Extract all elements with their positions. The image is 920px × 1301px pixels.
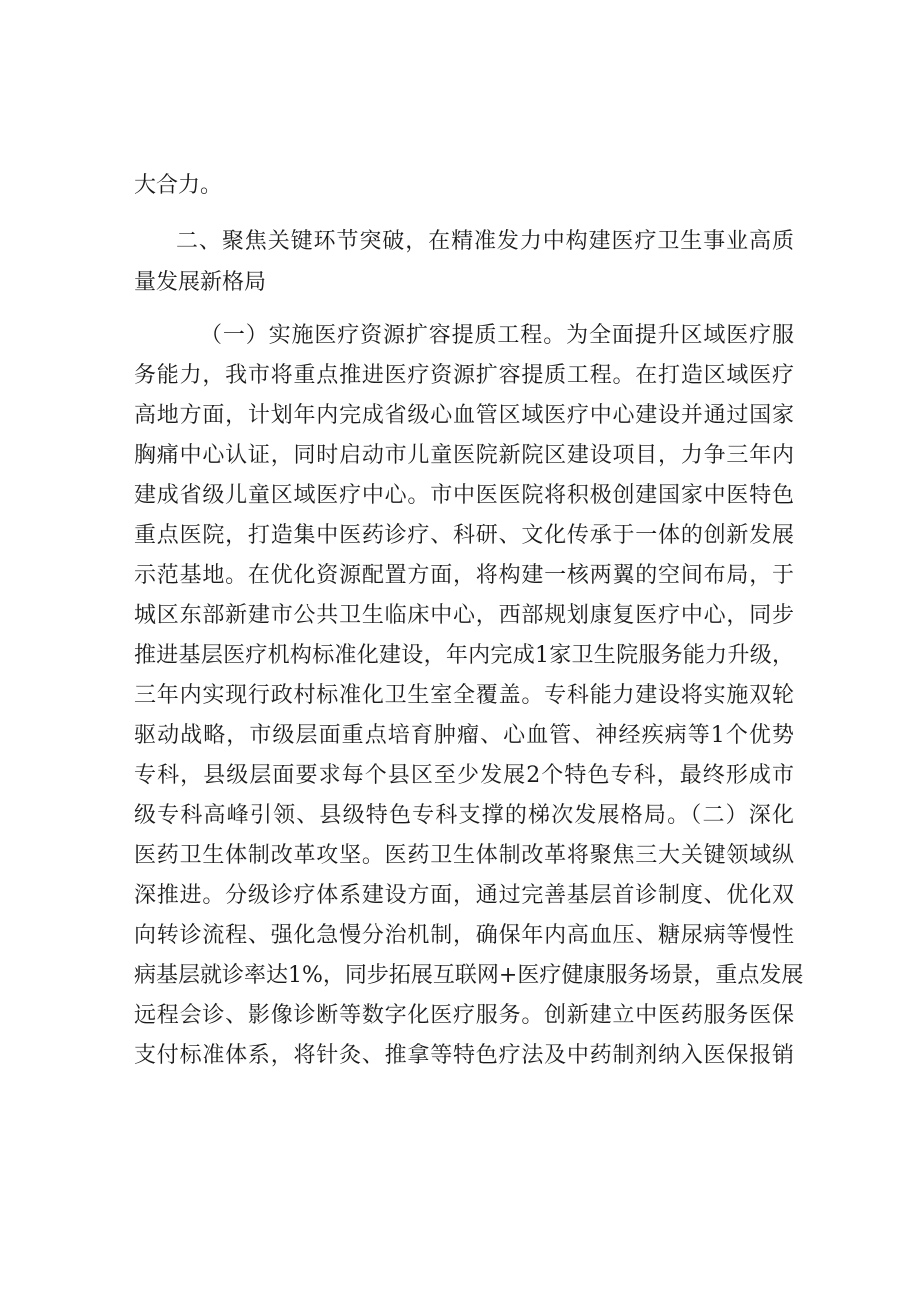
paragraph-line: 医药卫生体制改革攻坚。医药卫生体制改革将聚焦三大关键领域纵 <box>134 843 794 868</box>
paragraph-line: 级专科高峰引领、县级特色专科支撑的梯次发展格局。（二）深化 <box>134 803 794 828</box>
paragraph-line: 三年内实现行政村标准化卫生室全覆盖。专科能力建设将实施双轮 <box>134 683 794 708</box>
paragraph-line: 驱动战略，市级层面重点培育肿瘤、心血管、神经疾病等1个优势 <box>134 723 794 748</box>
paragraph-line: 深推进。分级诊疗体系建设方面，通过完善基层首诊制度、优化双 <box>134 883 794 908</box>
paragraph-line: 大合力。 <box>134 173 223 198</box>
paragraph-line: 推进基层医疗机构标准化建设，年内完成1家卫生院服务能力升级， <box>134 643 794 668</box>
section-heading-line: 二、聚焦关键环节突破，在精准发力中构建医疗卫生事业高质 <box>176 229 794 254</box>
paragraph-line: 专科，县级层面要求每个县区至少发展2个特色专科，最终形成市 <box>134 763 794 788</box>
paragraph-line: 远程会诊、影像诊断等数字化医疗服务。创新建立中医药服务医保 <box>134 1003 794 1028</box>
paragraph-line: 支付标准体系，将针灸、推拿等特色疗法及中药制剂纳入医保报销 <box>134 1043 794 1068</box>
paragraph-line: 示范基地。在优化资源配置方面，将构建一核两翼的空间布局，于 <box>134 563 794 588</box>
paragraph-line: 病基层就诊率达1%，同步拓展互联网+医疗健康服务场景，重点发展 <box>134 963 804 988</box>
paragraph-line: 向转诊流程、强化急慢分治机制，确保年内高血压、糖尿病等慢性 <box>134 923 794 948</box>
section-heading-line: 量发展新格局 <box>134 270 267 295</box>
paragraph-line: 高地方面，计划年内完成省级心血管区域医疗中心建设并通过国家 <box>134 403 794 428</box>
paragraph-line: （一）实施医疗资源扩容提质工程。为全面提升区域医疗服 <box>200 323 794 348</box>
paragraph-line: 建成省级儿童区域医疗中心。市中医医院将积极创建国家中医特色 <box>134 483 794 508</box>
paragraph-line: 务能力，我市将重点推进医疗资源扩容提质工程。在打造区域医疗 <box>134 363 794 388</box>
paragraph-line: 胸痛中心认证，同时启动市儿童医院新院区建设项目，力争三年内 <box>134 443 794 468</box>
paragraph-line: 重点医院，打造集中医药诊疗、科研、文化传承于一体的创新发展 <box>134 523 794 548</box>
paragraph-line: 城区东部新建市公共卫生临床中心，西部规划康复医疗中心，同步 <box>134 603 794 628</box>
